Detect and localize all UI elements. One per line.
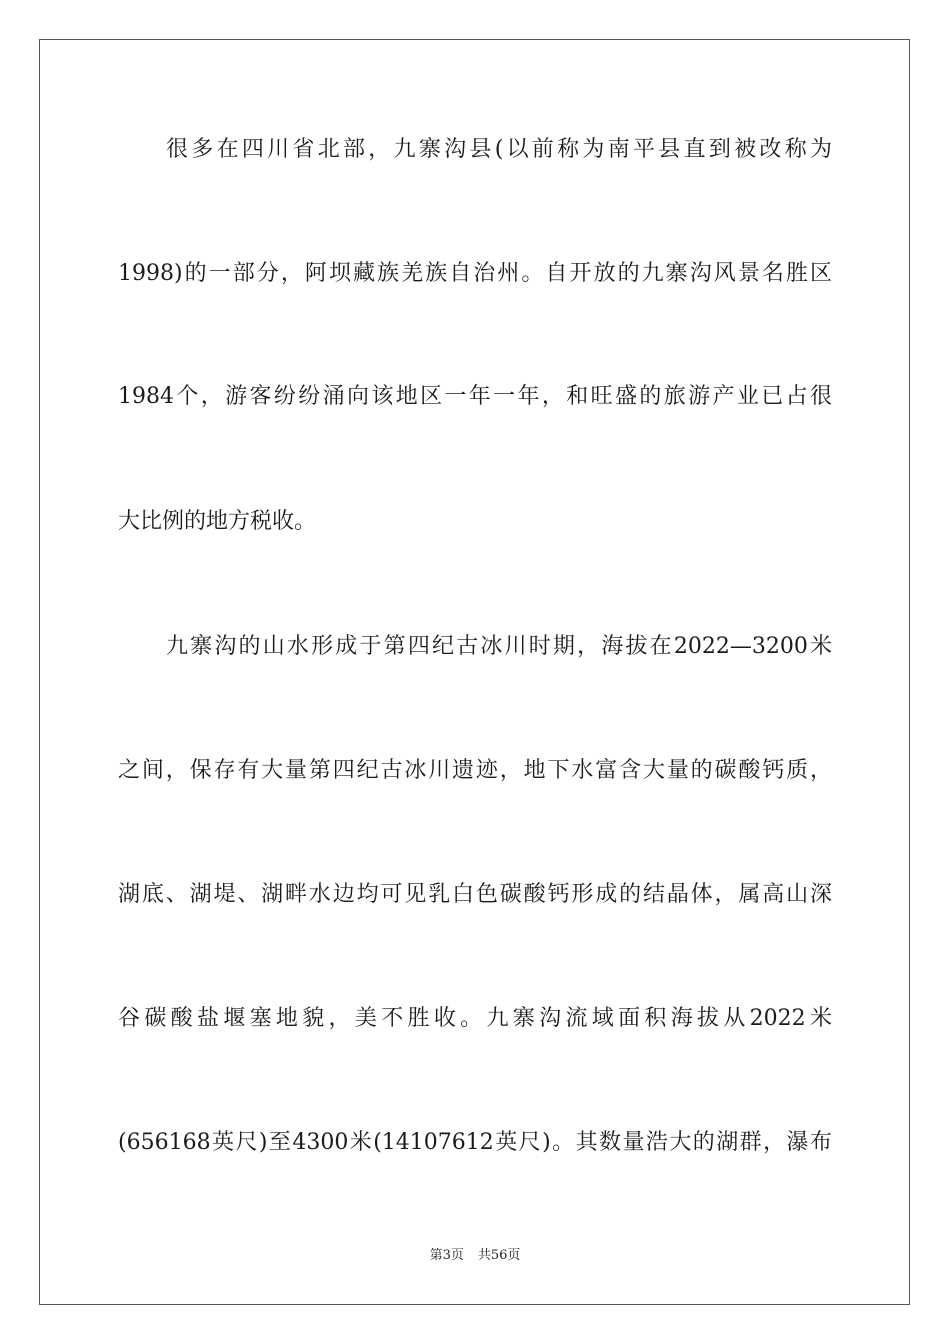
page-border [39, 39, 910, 1305]
paragraph-1-line-1: 很多在四川省北部，九寨沟县(以前称为南平县直到被改称为 [166, 137, 832, 162]
paragraph-2-line-3: 湖底、湖堤、湖畔水边均可见乳白色碳酸钙形成的结晶体，属高山深 [118, 882, 832, 907]
paragraph-1-line-3: 1984个，游客纷纷涌向该地区一年一年，和旺盛的旅游产业已占很 [118, 384, 832, 409]
page-footer [0, 1247, 950, 1265]
paragraph-2-line-5: (656168英尺)至4300米(14107612英尺)。其数量浩大的湖群，瀑布 [118, 1130, 832, 1155]
page-total: 共56页 [477, 1248, 521, 1263]
paragraph-2-line-1: 九寨沟的山水形成于第四纪古冰川时期，海拔在2022—3200米 [166, 634, 832, 659]
paragraph-1-line-2: 1998)的一部分，阿坝藏族羌族自治州。自开放的九寨沟风景名胜区 [118, 261, 832, 286]
paragraph-1-line-4: 大比例的地方税收。 [118, 509, 317, 534]
paragraph-2-line-2: 之间，保存有大量第四纪古冰川遗迹，地下水富含大量的碳酸钙质， [118, 758, 832, 783]
page-number: 第3页 [429, 1248, 464, 1263]
paragraph-2-line-4: 谷碳酸盐堰塞地貌，美不胜收。九寨沟流域面积海拔从2022米 [118, 1006, 832, 1031]
